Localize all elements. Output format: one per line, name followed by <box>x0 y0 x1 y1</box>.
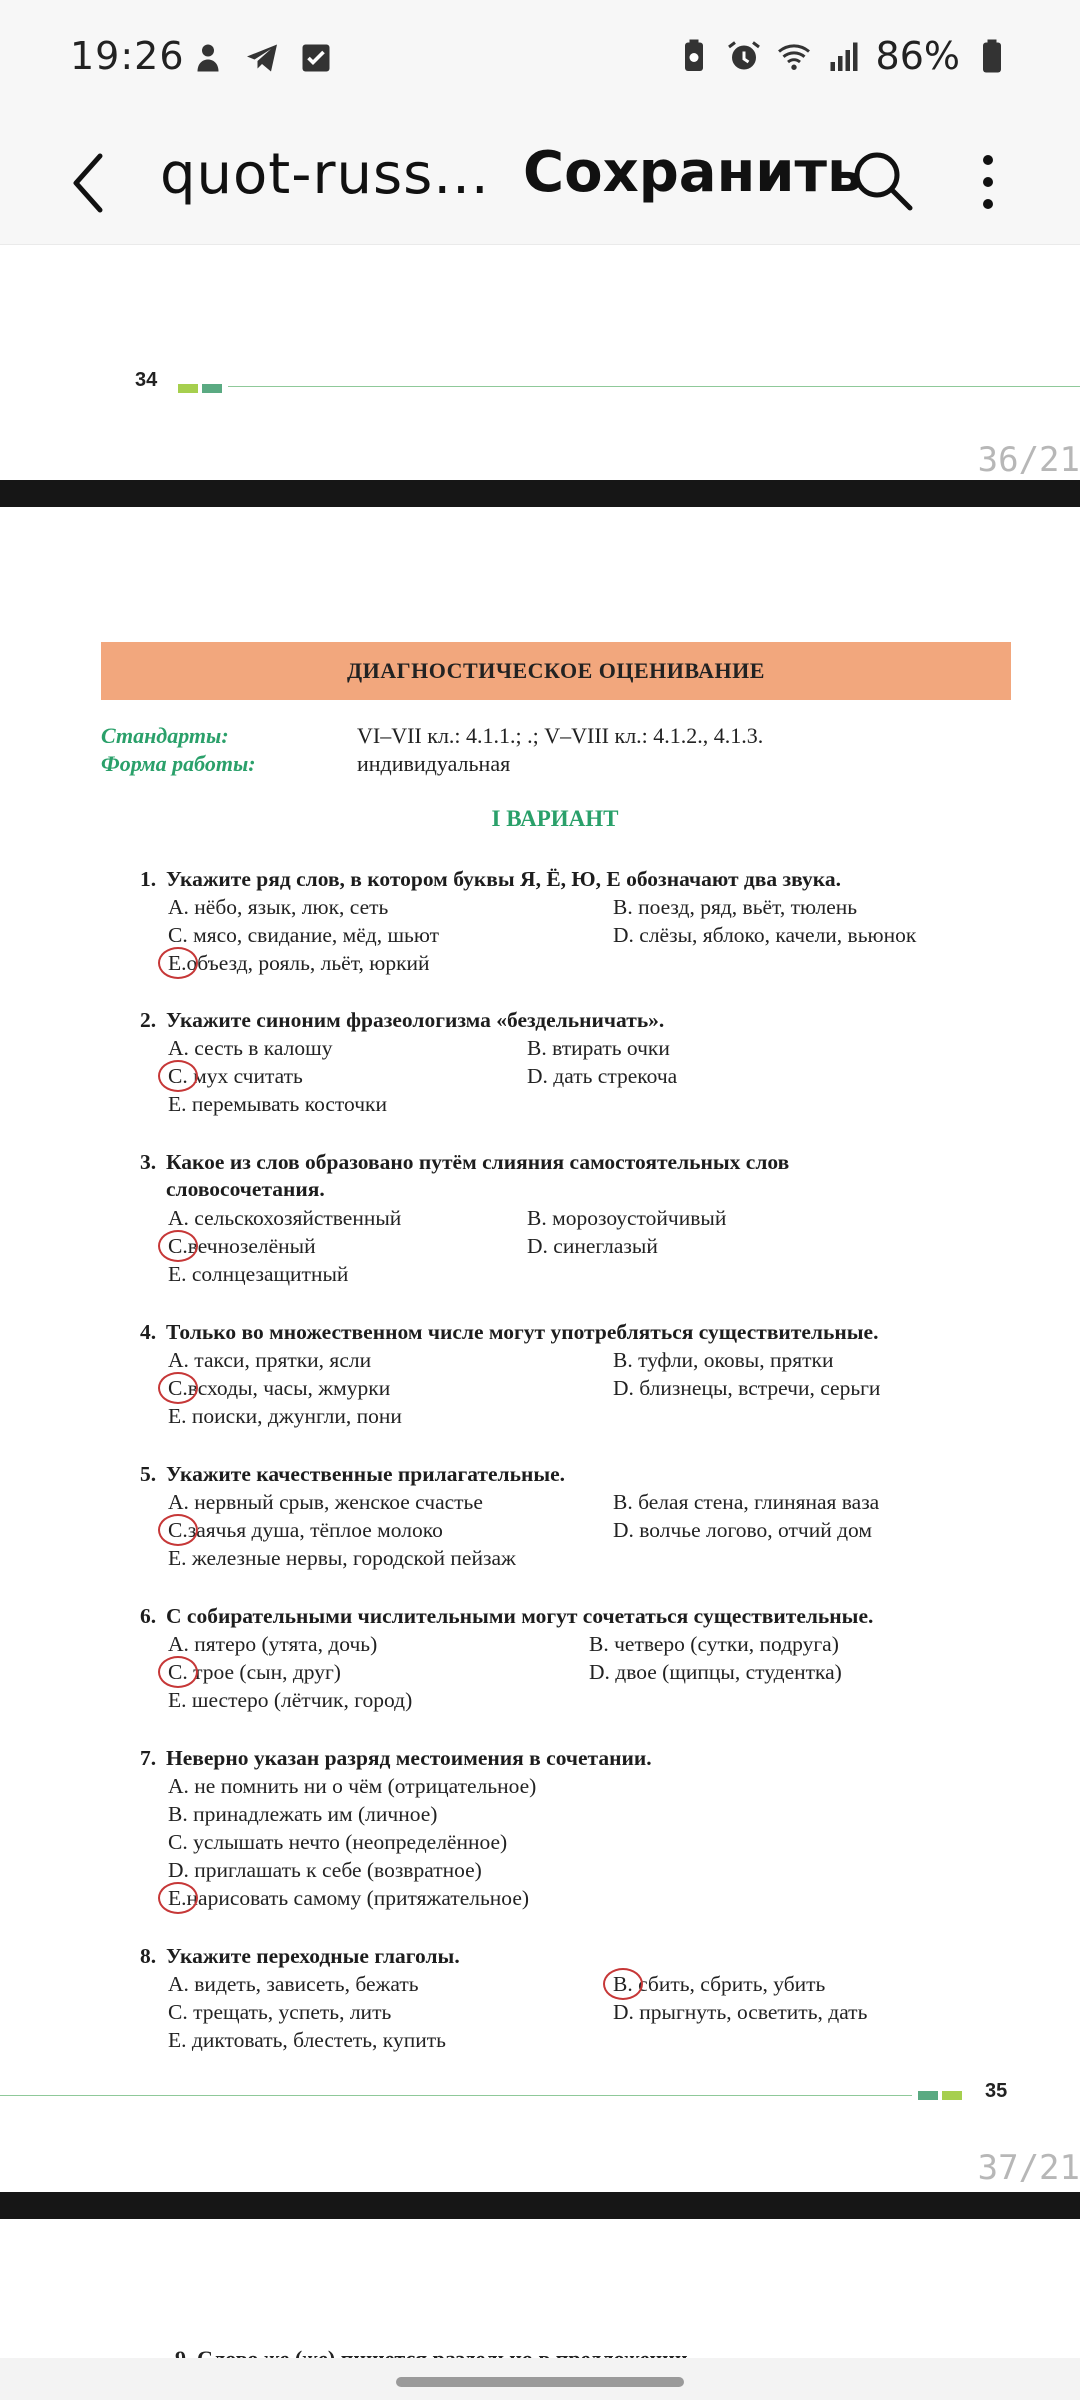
answer-circle-mark <box>158 1372 198 1404</box>
signal-icon <box>826 38 862 74</box>
answer-option[interactable]: A. сесть в калошу <box>168 1036 333 1060</box>
answer-option[interactable]: D. приглашать к себе (возвратное) <box>168 1858 482 1882</box>
answer-option[interactable]: B. принадлежать им (личное) <box>168 1802 438 1826</box>
question-title: 7. Неверно указан разряд местоимения в сочетании. <box>140 1746 652 1770</box>
page-counter: 36/21 <box>977 440 1080 480</box>
answer-option[interactable]: A. нёбо, язык, люк, сеть <box>168 895 389 919</box>
answer-option[interactable]: B. втирать очки <box>527 1036 670 1060</box>
answer-option[interactable]: E. поиски, джунгли, пони <box>168 1404 402 1428</box>
answer-circle-mark <box>158 1514 198 1546</box>
answer-option[interactable]: D. близнецы, встречи, серьги <box>613 1376 881 1400</box>
question-4 <box>140 1319 1020 1346</box>
answer-circle-mark <box>603 1968 643 2000</box>
search-icon[interactable] <box>850 148 916 214</box>
answer-option-selected[interactable]: C. трое (сын, друг) <box>168 1659 341 1686</box>
status-left-icons <box>190 40 334 76</box>
status-right-icons <box>676 34 1010 78</box>
alarm-icon <box>726 38 762 74</box>
page-separator <box>0 480 1080 507</box>
answer-option[interactable]: E. диктовать, блестеть, купить <box>168 2028 446 2052</box>
question-5 <box>140 1461 1020 1488</box>
page-rule <box>0 2095 912 2096</box>
answer-circle-mark <box>158 947 198 979</box>
pdf-page-34 <box>0 245 1080 480</box>
answer-option[interactable]: E. перемывать косточки <box>168 1092 387 1116</box>
answer-option[interactable]: E. солнцезащитный <box>168 1262 349 1286</box>
page-number-34: 34 <box>135 369 158 391</box>
battery-icon <box>974 38 1010 74</box>
save-button[interactable]: Сохранить <box>523 140 863 205</box>
question-6 <box>140 1603 1020 1630</box>
answer-option[interactable]: D. волчье логово, отчий дом <box>613 1518 872 1542</box>
question-2 <box>140 1007 1020 1034</box>
answer-option[interactable]: A. не помнить ни о чём (отрицательное) <box>168 1774 537 1798</box>
question-title: 4. Только во множественном числе могут употребляться существительные. <box>140 1320 879 1344</box>
checkbox-icon <box>298 40 334 76</box>
document-title: quot-russ... <box>160 142 490 207</box>
back-arrow-icon[interactable] <box>62 138 122 228</box>
answer-option[interactable]: B. морозоустойчивый <box>527 1206 727 1230</box>
question-title: 1. Укажите ряд слов, в котором буквы Я, Ё, Ю, Е обозначают два звука. <box>140 867 841 891</box>
answer-option[interactable]: D. двое (щипцы, студентка) <box>589 1660 842 1684</box>
battery-percent: 86% <box>875 34 960 78</box>
answer-option[interactable]: C. трещать, успеть, лить <box>168 2000 392 2024</box>
page-rule <box>228 386 1080 387</box>
answer-option[interactable]: A. видеть, зависеть, бежать <box>168 1972 419 1996</box>
answer-option[interactable]: D. прыгнуть, осветить, дать <box>613 2000 868 2024</box>
telegram-icon <box>244 40 280 76</box>
question-title: 2. Укажите синоним фразеологизма «бездельничать». <box>140 1008 665 1032</box>
question-title: 3. Какое из слов образовано путём слияния самостоятельных слов словосочетания. <box>140 1150 790 1201</box>
answer-option-selected[interactable]: C. всходы, часы, жмурки <box>168 1375 390 1402</box>
answer-option[interactable]: C. услышать нечто (неопределённое) <box>168 1830 508 1854</box>
page-separator <box>0 2192 1080 2219</box>
answer-circle-mark <box>158 1230 198 1262</box>
standards-label: Стандарты: <box>101 723 229 748</box>
answer-option[interactable]: A. нервный срыв, женское счастье <box>168 1490 483 1514</box>
answer-option[interactable]: E. железные нервы, городской пейзаж <box>168 1546 516 1570</box>
wifi-icon <box>776 38 812 74</box>
page-decoration <box>178 378 226 397</box>
question-3 <box>140 1149 1020 1203</box>
answer-option-selected[interactable]: C. заячья душа, тёплое молоко <box>168 1517 443 1544</box>
form-label: Форма работы: <box>101 751 256 776</box>
question-title: 6. С собирательными числительными могут сочетаться существительные. <box>140 1604 874 1628</box>
question-1 <box>140 866 1020 893</box>
question-8 <box>140 1943 1020 1970</box>
page-counter: 37/21 <box>977 2148 1080 2188</box>
answer-option[interactable]: A. пятеро (утята, дочь) <box>168 1632 378 1656</box>
answer-circle-mark <box>158 1060 198 1092</box>
answer-option-selected[interactable]: C. вечнозелёный <box>168 1233 316 1260</box>
answer-circle-mark <box>158 1882 198 1914</box>
answer-option[interactable]: D. слёзы, яблоко, качели, вьюнок <box>613 923 917 947</box>
standards-value: VI–VII кл.: 4.1.1.; .; V–VIII кл.: 4.1.2., 4.1.3. <box>357 723 764 748</box>
more-vert-icon[interactable] <box>968 140 1008 224</box>
answer-option-selected[interactable]: E. нарисовать самому (притяжательное) <box>168 1885 529 1912</box>
question-7 <box>140 1745 1020 1772</box>
variant-heading: I ВАРИАНТ <box>491 806 619 831</box>
pdf-page-35 <box>0 507 1080 2192</box>
app-notification-icon <box>190 40 226 76</box>
page-number-35: 35 <box>985 2080 1008 2102</box>
answer-circle-mark <box>158 1656 198 1688</box>
question-title: 8. Укажите переходные глаголы. <box>140 1944 460 1968</box>
answer-option[interactable]: A. такси, прятки, ясли <box>168 1348 372 1372</box>
answer-option[interactable]: D. синеглазый <box>527 1234 658 1258</box>
answer-option[interactable]: B. четверо (сутки, подруга) <box>589 1632 839 1656</box>
home-gesture-handle[interactable] <box>396 2377 684 2387</box>
battery-saver-icon <box>676 38 712 74</box>
form-row <box>101 751 510 777</box>
answer-option[interactable]: B. поезд, ряд, вьёт, тюлень <box>613 895 858 919</box>
status-time: 19:26 <box>70 34 185 78</box>
app-toolbar <box>0 120 1080 245</box>
answer-option[interactable]: D. дать стрекоча <box>527 1064 678 1088</box>
answer-option-selected[interactable]: E. объезд, рояль, льёт, юркий <box>168 950 430 977</box>
answer-option[interactable]: A. сельскохозяйственный <box>168 1206 402 1230</box>
form-value: индивидуальная <box>357 751 511 776</box>
answer-option-selected[interactable]: B. сбить, сбрить, убить <box>613 1971 825 1998</box>
answer-option[interactable]: C. мясо, свидание, мёд, шьют <box>168 923 439 947</box>
section-banner: ДИАГНОСТИЧЕСКОЕ ОЦЕНИВАНИЕ <box>101 642 1011 700</box>
status-bar <box>0 0 1080 120</box>
standards-row <box>101 723 763 749</box>
answer-option-selected[interactable]: C. мух считать <box>168 1063 303 1090</box>
page-decoration <box>918 2087 966 2105</box>
answer-option[interactable]: B. белая стена, глиняная ваза <box>613 1490 880 1514</box>
answer-option[interactable]: E. шестеро (лётчик, город) <box>168 1688 413 1712</box>
answer-option[interactable]: B. туфли, оковы, прятки <box>613 1348 834 1372</box>
question-title: 5. Укажите качественные прилагательные. <box>140 1462 566 1486</box>
